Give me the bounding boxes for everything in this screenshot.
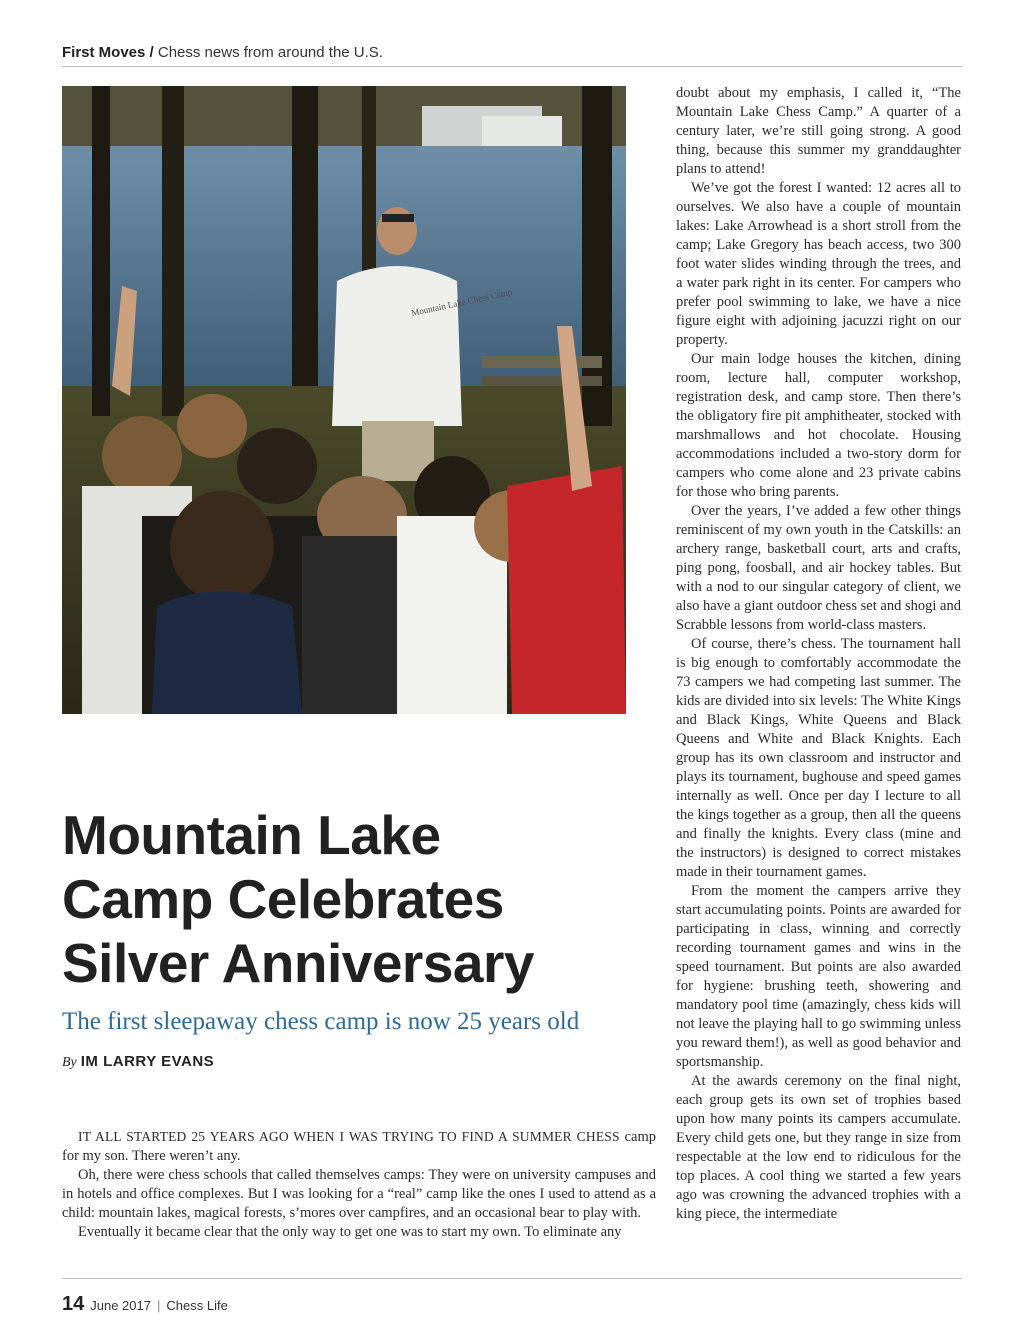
section-name: First Moves /: [62, 44, 154, 61]
byline: [62, 1053, 214, 1071]
magazine-name: Chess Life: [166, 1298, 228, 1313]
page-footer: [62, 1293, 228, 1316]
article-photo: [62, 86, 626, 714]
byline-prefix: By: [62, 1055, 77, 1070]
red-shirt-camper: [507, 466, 626, 714]
footer-separator: |: [156, 1298, 161, 1313]
lead-paragraph: [62, 1127, 656, 1166]
page-number: 14: [62, 1293, 85, 1315]
lead-in-rest: camp for my son. There weren’t any.: [62, 1129, 657, 1164]
headline-line-2: Camp Celebrates: [62, 868, 504, 930]
article-body-lead: [62, 1127, 656, 1242]
footer-divider: [62, 1278, 962, 1279]
headline-line-1: Mountain Lake: [62, 804, 441, 866]
article-dek: The first sleepaway chess camp is now 25 years old: [62, 1008, 580, 1035]
author-name: IM LARRY EVANS: [80, 1053, 215, 1070]
column-paragraph: Of course, there’s chess. The tournament hall is big enough to comfortably accommodate the 73 campers we had competing last summer. The kids are divided into six levels: The White Kings and Black Kings, White Queens and Black Queens and White and Black Knights. Each group has its own classroom and instructor and plays its tournament, bughouse and speed games internally as well. Once per day I lecture to all the kings together as a group, then all the queens and finally the knights. Every class (mine and the instructors) is designed to correct mistakes made in their tournament games.: [676, 636, 961, 880]
column-paragraph: Over the years, I’ve added a few other things reminiscent of my own youth in the Catskills: an archery range, basketball court, arts and crafts, ping pong, foosball, and air hockey tables. But with a nod to our singular category of client, we also have a giant outdoor chess set and shogi and Scrabble lessons from world-class masters.: [676, 503, 961, 633]
body-paragraph: Eventually it became clear that the only way to get one was to start my own. To eliminate any: [78, 1224, 622, 1240]
issue-date: June 2017: [90, 1298, 151, 1313]
shirt-print: Mountain Lake Chess Camp: [410, 286, 513, 318]
column-paragraph: We’ve got the forest I wanted: 12 acres all to ourselves. We also have a couple of mountain lakes: Lake Arrowhead is a short stroll from the camp; Lake Gregory has beach access, two 300 foot water slides winding through the trees, and a water park right in its center. For campers who prefer pool swimming to lake, we have a nice figure eight with adjoining jacuzzi right on our property.: [676, 180, 961, 348]
body-paragraph: Oh, there were chess schools that called themselves camps: They were on university campuses and in hotels and office complexes. But I was looking for a “real” camp like the ones I used to attend as a child: mountain lakes, magical forests, s’mores over campfires, and an occasional bear to play with.: [62, 1167, 656, 1221]
article-body-column: [676, 84, 961, 1224]
article-headline: [62, 803, 662, 995]
column-paragraph: At the awards ceremony on the final night, each group gets its own set of trophies based upon how many points its campers accumulate. Every child gets one, but they range in size from respectable at the low end to ridiculous for the top places. A cool thing we started a few years ago was crowning the advanced trophies with a king piece, the intermediate: [676, 1073, 961, 1222]
section-subtitle: Chess news from around the U.S.: [157, 44, 383, 61]
column-paragraph: Our main lodge houses the kitchen, dining room, lecture hall, computer workshop, registration desk, and camp store. Then there’s the obligatory fire pit amphitheater, stocked with marshmallows and hot chocolate. Housing accommodations included a two-story dorm for campers who come alone and 23 private cabins for those who bring parents.: [676, 351, 961, 500]
column-paragraph: From the moment the campers arrive they start accumulating points. Points are awarded for participating in class, winning and correctly recording tournament games and wins in the speed tournament. But points are also awarded for hygiene: brushing teeth, showering and mandatory pool time (amazingly, chess kids will not leave the playing hall to go swimming unless you reward them!), as well as good behavior and sportsmanship.: [676, 883, 961, 1070]
header-divider: [62, 66, 962, 67]
column-paragraph: doubt about my emphasis, I called it, “The Mountain Lake Chess Camp.” A quarter of a century later, we’re still going strong. A good thing, because this summer my granddaughter plans to attend!: [676, 85, 961, 177]
running-header: [62, 44, 962, 61]
headline-line-3: Silver Anniversary: [62, 932, 535, 994]
lead-in-caps: IT ALL STARTED 25 YEARS AGO WHEN I WAS TRYING TO FIND A SUMMER CHESS: [78, 1129, 620, 1144]
